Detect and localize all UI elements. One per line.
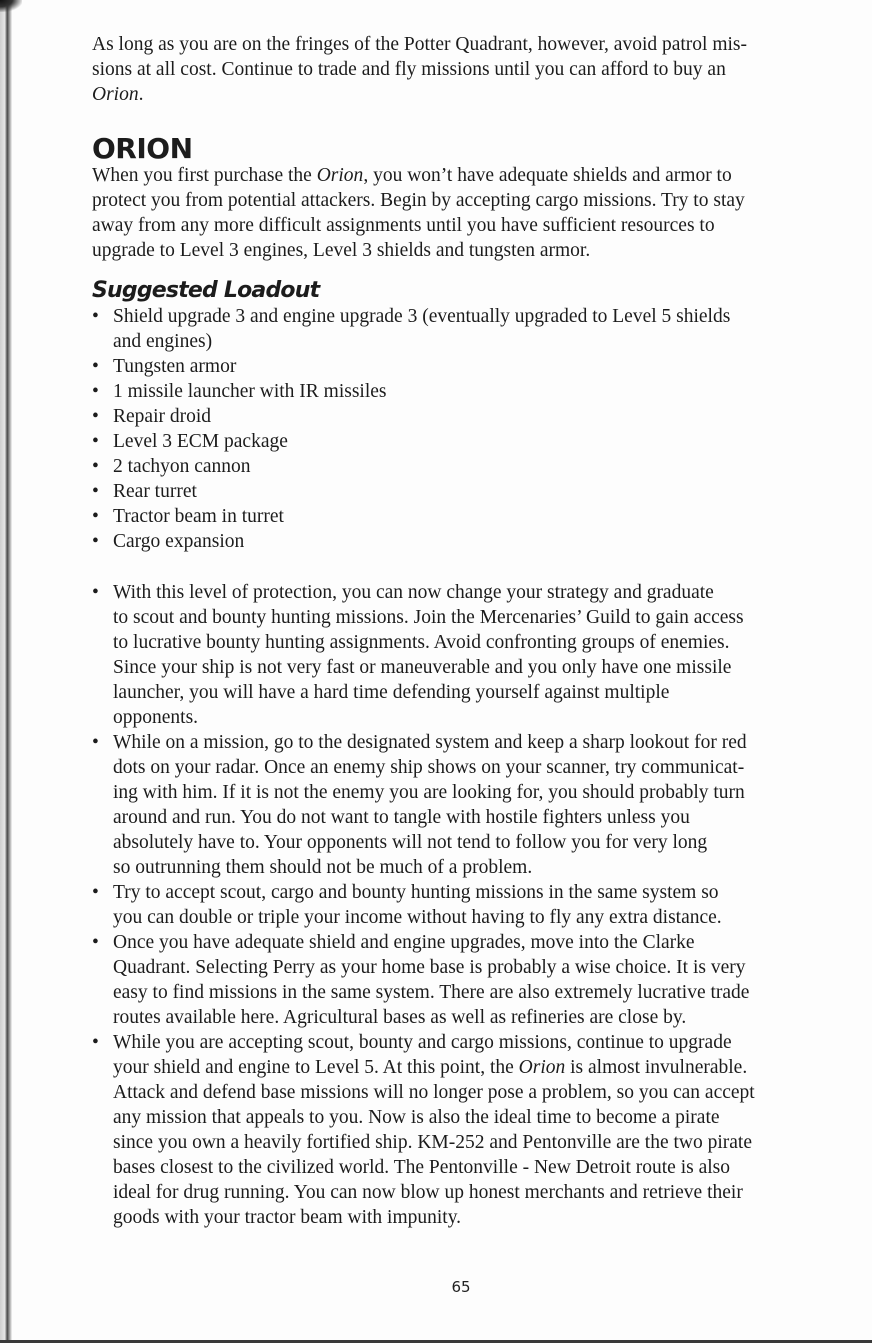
ship-name-italic: Orion bbox=[518, 1057, 566, 1078]
tip-item bbox=[92, 1030, 812, 1230]
text-fragment: , you won’t have adequate shields and armor to bbox=[363, 165, 732, 186]
text-line: 1 missile launcher with IR missiles bbox=[113, 381, 387, 402]
bullet-icon: • bbox=[92, 306, 99, 327]
text-line: easy to find missions in the same system. There are also extremely lucrative trade bbox=[113, 982, 750, 1003]
bullet-icon: • bbox=[92, 732, 99, 753]
text-line: opponents. bbox=[113, 707, 199, 728]
loadout-item bbox=[92, 504, 812, 529]
text-line bbox=[92, 163, 812, 188]
text-line: goods with your tractor beam with impunity. bbox=[113, 1207, 462, 1228]
text-line: As long as you are on the fringes of the Potter Quadrant, however, avoid patrol mis- bbox=[92, 34, 748, 55]
loadout-item bbox=[92, 304, 812, 354]
text-fragment: When you first purchase the bbox=[92, 165, 317, 186]
book-spine-shadow bbox=[0, 0, 12, 1343]
subsection-heading: Suggested Loadout bbox=[92, 278, 320, 303]
bullet-icon: • bbox=[92, 932, 99, 953]
bullet-icon: • bbox=[92, 381, 99, 402]
bullet-icon: • bbox=[92, 582, 99, 603]
strategy-tips-list bbox=[92, 580, 812, 1230]
text-line: launcher, you will have a hard time defending yourself against multiple bbox=[113, 682, 670, 703]
text-line: Attack and defend base missions will no longer pose a problem, so you can accept bbox=[113, 1082, 755, 1103]
bullet-icon: • bbox=[92, 531, 99, 552]
bullet-icon: • bbox=[92, 506, 99, 527]
bullet-icon: • bbox=[92, 882, 99, 903]
text-line: While you are accepting scout, bounty and cargo missions, continue to upgrade bbox=[113, 1032, 732, 1053]
bullet-icon: • bbox=[92, 481, 99, 502]
text-line: to lucrative bounty hunting assignments. Avoid confronting groups of enemies. bbox=[113, 632, 730, 653]
text-line: protect you from potential attackers. Begin by accepting cargo missions. Try to stay bbox=[92, 190, 745, 211]
page-corner-shadow bbox=[0, 0, 22, 12]
text-line: Since your ship is not very fast or maneuverable and you only have one missile bbox=[113, 657, 732, 678]
bullet-icon: • bbox=[92, 431, 99, 452]
loadout-list bbox=[92, 304, 812, 554]
text-line: you can double or triple your income without having to fly any extra distance. bbox=[113, 907, 722, 928]
tip-item bbox=[92, 730, 812, 880]
tip-item bbox=[92, 930, 812, 1030]
bullet-icon: • bbox=[92, 356, 99, 377]
text-line: Try to accept scout, cargo and bounty hunting missions in the same system so bbox=[113, 882, 719, 903]
text-line: Rear turret bbox=[113, 481, 197, 502]
loadout-item bbox=[92, 454, 812, 479]
ship-name-italic: Orion bbox=[92, 84, 139, 105]
text-line: since you own a heavily fortified ship. KM-252 and Pentonville are the two pirate bbox=[113, 1132, 753, 1153]
text-line: to scout and bounty hunting missions. Join the Mercenaries’ Guild to gain access bbox=[113, 607, 744, 628]
loadout-item bbox=[92, 379, 812, 404]
text-fragment: your shield and engine to Level 5. At this point, the bbox=[113, 1057, 519, 1078]
tip-item bbox=[92, 880, 812, 930]
loadout-item bbox=[92, 429, 812, 454]
text-line: and engines) bbox=[113, 331, 213, 352]
tip-item bbox=[92, 580, 812, 730]
text-line: Repair droid bbox=[113, 406, 212, 427]
text-line: Shield upgrade 3 and engine upgrade 3 (eventually upgraded to Level 5 shields bbox=[113, 306, 731, 327]
loadout-item bbox=[92, 529, 812, 554]
bullet-icon: • bbox=[92, 456, 99, 477]
text-line: dots on your radar. Once an enemy ship shows on your scanner, try communicat- bbox=[113, 757, 745, 778]
text-line: Tractor beam in turret bbox=[113, 506, 284, 527]
text-line: With this level of protection, you can now change your strategy and graduate bbox=[113, 582, 714, 603]
text-line: Level 3 ECM package bbox=[113, 431, 288, 452]
page-content bbox=[92, 32, 812, 1230]
text-line: any mission that appeals to you. Now is also the ideal time to become a pirate bbox=[113, 1107, 720, 1128]
text-line: 2 tachyon cannon bbox=[113, 456, 251, 477]
text-line: upgrade to Level 3 engines, Level 3 shields and tungsten armor. bbox=[92, 240, 591, 261]
intro-paragraph bbox=[92, 32, 812, 107]
text-line: bases closest to the civilized world. The Pentonville - New Detroit route is also bbox=[113, 1157, 731, 1178]
text-line bbox=[92, 82, 812, 107]
text-line: Quadrant. Selecting Perry as your home base is probably a wise choice. It is very bbox=[113, 957, 746, 978]
text-line: ing with him. If it is not the enemy you are looking for, you should probably turn bbox=[113, 782, 745, 803]
text-line: Tungsten armor bbox=[113, 356, 237, 377]
text-line: Cargo expansion bbox=[113, 531, 245, 552]
text-line: sions at all cost. Continue to trade and fly missions until you can afford to buy an bbox=[92, 59, 726, 80]
punctuation: . bbox=[138, 84, 144, 105]
text-line: Once you have adequate shield and engine upgrades, move into the Clarke bbox=[113, 932, 695, 953]
section-heading: ORION bbox=[92, 132, 193, 165]
text-line: so outrunning them should not be much of a problem. bbox=[113, 857, 533, 878]
page-number: 65 bbox=[451, 1278, 471, 1296]
text-line bbox=[113, 1055, 812, 1080]
text-line: absolutely have to. Your opponents will not tend to follow you for very long bbox=[113, 832, 708, 853]
text-line: around and run. You do not want to tangle with hostile fighters unless you bbox=[113, 807, 690, 828]
text-fragment: is almost invulnerable. bbox=[565, 1057, 748, 1078]
text-line: routes available here. Agricultural bases as well as refineries are close by. bbox=[113, 1007, 687, 1028]
text-line: away from any more difficult assignments until you have sufficient resources to bbox=[92, 215, 715, 236]
loadout-item bbox=[92, 479, 812, 504]
ship-name-italic: Orion bbox=[316, 165, 364, 186]
loadout-item bbox=[92, 404, 812, 429]
bullet-icon: • bbox=[92, 1032, 99, 1053]
text-line: While on a mission, go to the designated system and keep a sharp lookout for red bbox=[113, 732, 747, 753]
loadout-item bbox=[92, 354, 812, 379]
text-line: ideal for drug running. You can now blow up honest merchants and retrieve their bbox=[113, 1182, 743, 1203]
section-paragraph bbox=[92, 163, 812, 263]
bullet-icon: • bbox=[92, 406, 99, 427]
